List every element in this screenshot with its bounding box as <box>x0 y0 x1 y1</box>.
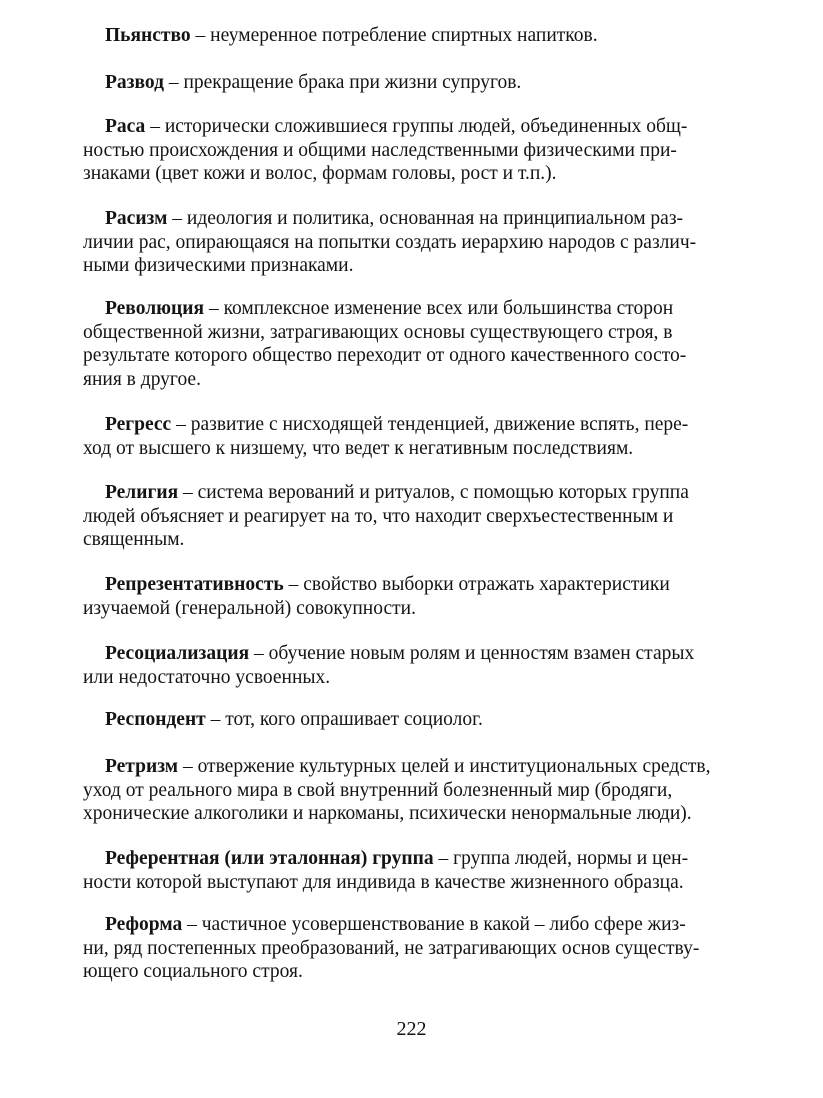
entry-definition-line: изучаемой (генеральной) совокупности. <box>83 597 416 619</box>
entry-term: Религия <box>105 482 179 503</box>
entry-definition-line: – развитие с нисходящей тенденцией, движение вспять, пере- <box>176 414 689 435</box>
entry-definition-line: ющего социального строя. <box>83 961 303 982</box>
entry-definition-line: – тот, кого опрашивает социолог. <box>210 709 483 730</box>
entry-definition-line: священным. <box>83 529 185 550</box>
entry-definition-line: общественной жизни, затрагивающих основы существующего строя, в <box>83 321 673 343</box>
entry-definition-line: ход от высшего к низшему, что ведет к негативным последствиям. <box>83 437 634 459</box>
entry-definition-line: уход от реального мира в свой внутренний болезненный мир (бродяги, <box>83 779 673 801</box>
entry-term: Репрезентативность <box>105 574 284 595</box>
glossary-entry-resotsializatsiya <box>83 642 743 689</box>
glossary-entry-razvod <box>83 71 743 95</box>
entry-term: Революция <box>105 298 205 319</box>
entry-definition-line: – комплексное изменение всех или большинства сторон <box>208 298 674 319</box>
entry-definition-line: – отвержение культурных целей и институциональных средств, <box>182 756 711 777</box>
entry-definition-line: людей объясняет и реагирует на то, что находит сверхъестественным и <box>83 505 674 527</box>
glossary-entry-reprezentativnost <box>83 573 743 620</box>
glossary-entry-religiya <box>83 481 743 552</box>
glossary-entry-rasizm <box>83 207 743 278</box>
page-number: 222 <box>396 1018 427 1040</box>
glossary-entry-revolyutsiya <box>83 297 743 391</box>
entry-term: Реформа <box>105 914 183 935</box>
entry-definition-line: – частичное усовершенствование в какой – либо сфере жиз- <box>187 914 686 935</box>
entry-definition-line: – исторически сложившиеся группы людей, объединенных общ- <box>150 116 688 137</box>
entry-definition-line: яния в другое. <box>83 368 201 390</box>
entry-definition-line: ными физическими признаками. <box>83 255 354 276</box>
entry-definition-line: – свойство выборки отражать характеристики <box>288 574 670 595</box>
entry-definition-line: – группа людей, нормы и цен- <box>438 848 689 869</box>
glossary-entry-pyanstvo <box>83 24 743 48</box>
entry-definition-line: – система верований и ритуалов, с помощью которых группа <box>183 482 689 503</box>
entry-definition-line: – неумеренное потребление спиртных напитков. <box>195 25 598 46</box>
glossary-entry-retrizm <box>83 755 743 826</box>
entry-term: Раса <box>105 116 146 137</box>
entry-term: Расизм <box>105 208 168 229</box>
glossary-entry-regress <box>83 413 743 460</box>
entry-definition-line: знаками (цвет кожи и волос, формам головы, рост и т.п.). <box>83 163 557 184</box>
entry-term: Развод <box>105 72 164 93</box>
entry-term: Ресоциализация <box>105 643 250 664</box>
entry-term: Ретризм <box>105 756 179 777</box>
entry-definition-line: или недостаточно усвоенных. <box>83 666 331 688</box>
entry-definition-line: – идеология и политика, основанная на принципиальном раз- <box>172 208 684 229</box>
glossary-entry-respondent <box>83 708 743 732</box>
entry-definition-line: ности которой выступают для индивида в качестве жизненного образца. <box>83 871 684 893</box>
entry-term: Референтная (или эталонная) группа <box>105 848 434 869</box>
entry-term: Регресс <box>105 414 172 435</box>
entry-definition-line: хронические алкоголики и наркоманы, психически ненормальные люди). <box>83 803 692 824</box>
entry-definition-line: – прекращение брака при жизни супругов. <box>168 72 522 93</box>
entry-definition-line: – обучение новым ролям и ценностям взамен старых <box>254 643 695 664</box>
entry-term: Пьянство <box>105 25 191 46</box>
glossary-entry-referentnaya-gruppa <box>83 847 743 894</box>
entry-term: Респондент <box>105 709 206 730</box>
glossary-entry-reforma <box>83 913 743 984</box>
entry-definition-line: ностью происхождения и общими наследственными физическими при- <box>83 139 677 161</box>
entry-definition-line: результате которого общество переходит от одного качественного состо- <box>83 345 687 366</box>
entry-definition-line: личии рас, опирающаяся на попытки создать иерархию народов с различ- <box>83 231 697 253</box>
entry-definition-line: ни, ряд постепенных преобразований, не затрагивающих основ существу- <box>83 937 700 959</box>
glossary-entry-rasa <box>83 115 743 186</box>
